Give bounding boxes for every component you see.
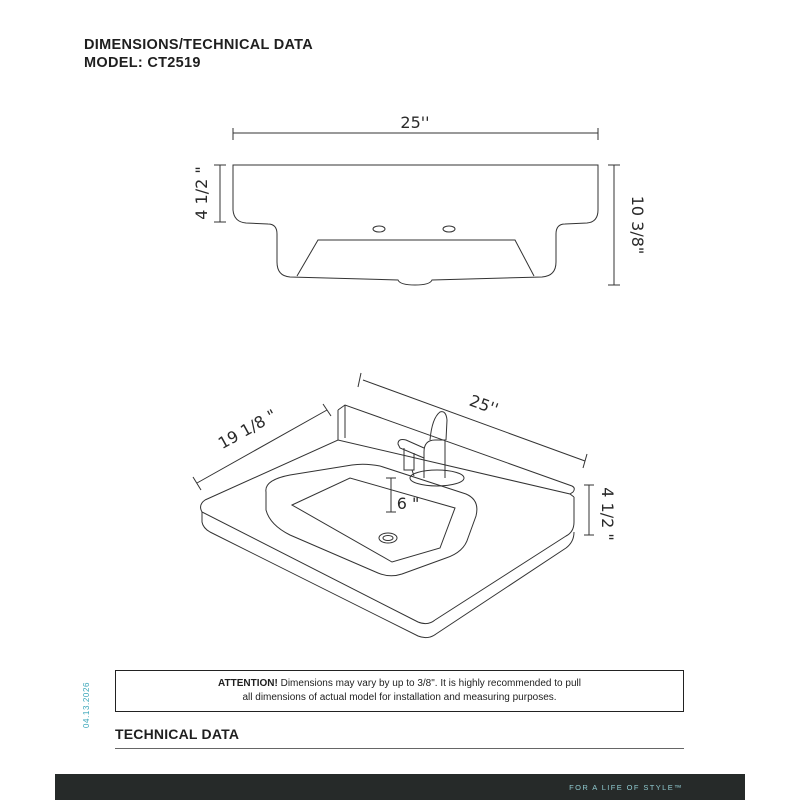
footer-tagline: FOR A LIFE OF STYLE™ xyxy=(569,783,683,792)
document-title: DIMENSIONS/TECHNICAL DATA xyxy=(84,37,314,53)
section-divider xyxy=(115,748,684,749)
front-view-outline xyxy=(233,165,598,285)
perspective-height-label: 4 1/2 " xyxy=(598,487,617,541)
technical-data-heading: TECHNICAL DATA xyxy=(115,726,240,742)
perspective-height-dimension xyxy=(584,485,594,535)
attention-notice xyxy=(115,670,684,712)
basin-depth-dimension xyxy=(386,478,396,512)
footer-bar xyxy=(55,774,745,800)
front-left-height-dimension xyxy=(214,165,226,222)
attention-line-1 xyxy=(116,677,683,691)
model-number: MODEL: CT2519 xyxy=(84,55,201,71)
perspective-width-label: 25'' xyxy=(466,390,501,419)
front-right-height-label: 10 3/8" xyxy=(628,195,647,255)
perspective-width-dimension xyxy=(358,373,587,468)
attention-lead: ATTENTION! xyxy=(218,678,278,689)
perspective-depth-label: 19 1/8 " xyxy=(214,405,280,453)
attention-text-1: Dimensions may vary by up to 3/8". It is highly recommended to pull xyxy=(277,678,581,689)
attention-line-2: all dimensions of actual model for installation and measuring purposes. xyxy=(242,692,557,703)
perspective-view-outline xyxy=(201,405,575,638)
front-right-height-dimension xyxy=(608,165,620,285)
front-left-height-label: 4 1/2 " xyxy=(192,166,211,220)
revision-date: 04.13.2026 xyxy=(82,681,91,728)
front-width-label: 25'' xyxy=(400,113,430,132)
basin-depth-label: 6 " xyxy=(396,494,420,513)
